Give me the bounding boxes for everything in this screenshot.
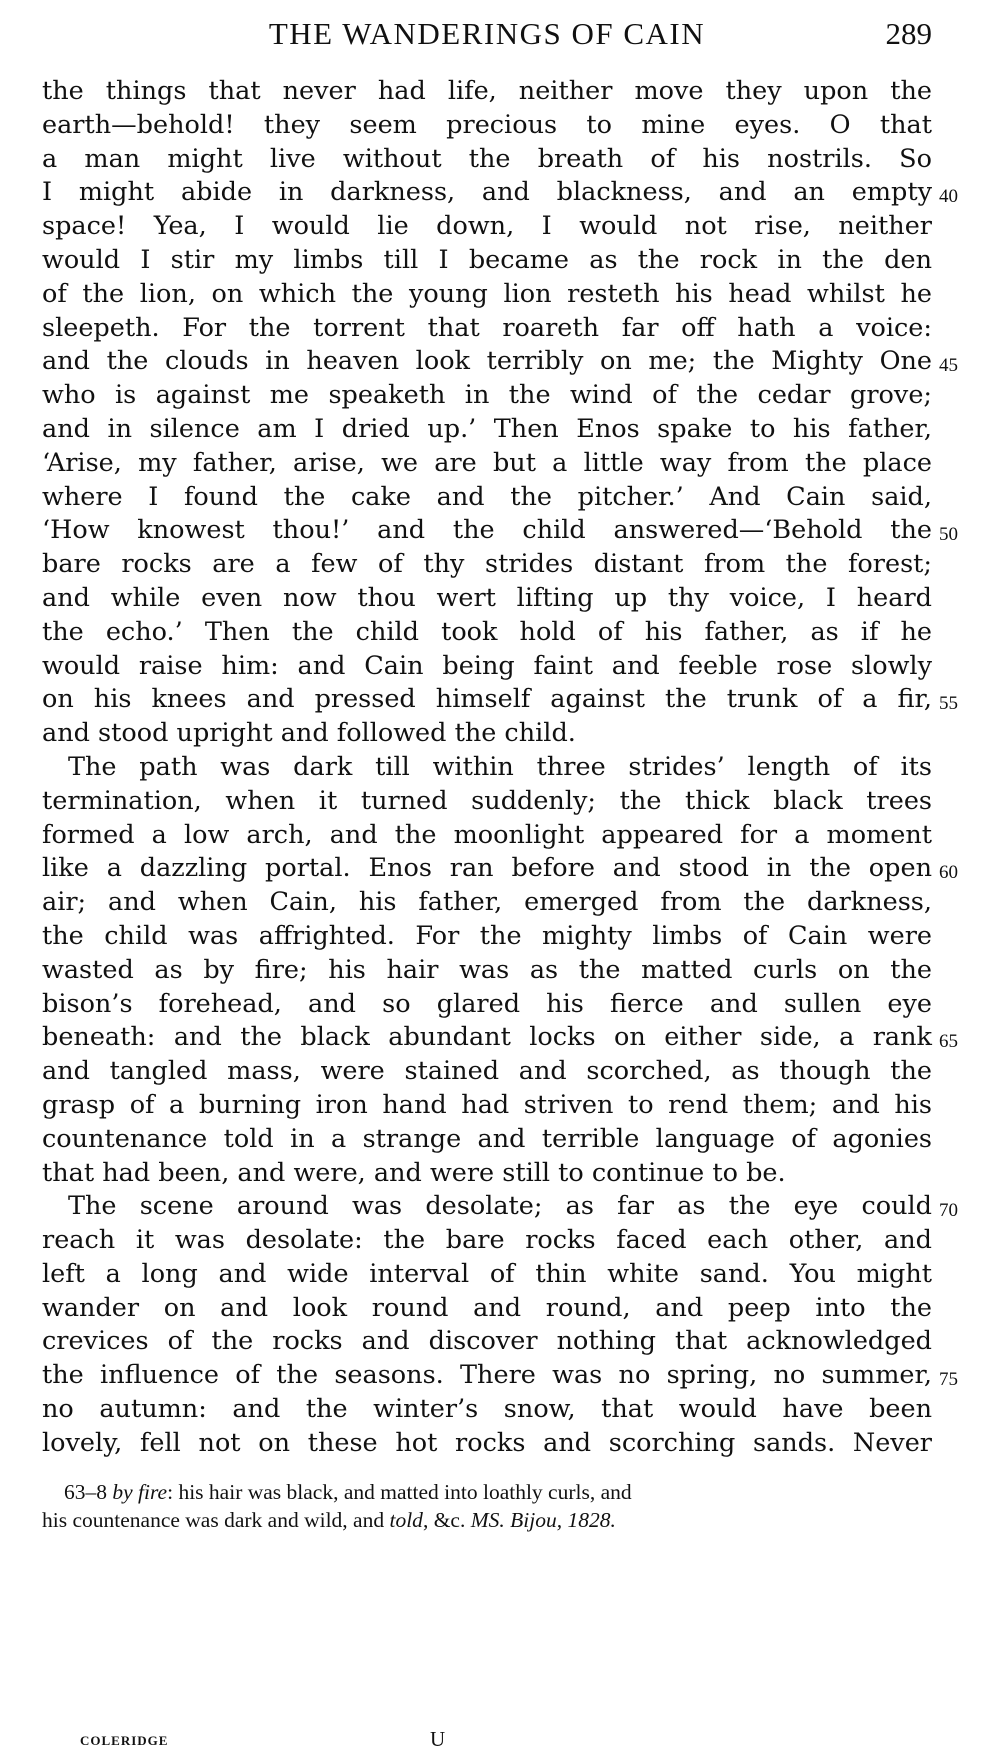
line-text: lovely, fell not on these hot rocks and scorching sands. Never bbox=[42, 1427, 932, 1458]
text-line bbox=[42, 1021, 958, 1055]
line-number: 65 bbox=[939, 1031, 958, 1053]
footnote-text: his countenance was dark and wild, and bbox=[42, 1508, 390, 1532]
line-number: 70 bbox=[939, 1200, 958, 1222]
line-text: and while even now thou wert lifting up thy voice, I heard bbox=[42, 582, 932, 613]
text-line bbox=[42, 1427, 932, 1461]
line-text: and tangled mass, were stained and scorched, as though the bbox=[42, 1056, 932, 1087]
line-text: space! Yea, I would lie down, I would not rise, neither bbox=[42, 211, 932, 242]
gathering-mark: U bbox=[430, 1727, 446, 1751]
line-text: and in silence am I dried up.’ Then Enos spake to his father, bbox=[42, 413, 932, 444]
line-text: and stood upright and followed the child. bbox=[42, 718, 576, 749]
line-text: wasted as by fire; his hair was as the matted curls on the bbox=[42, 954, 932, 985]
text-line bbox=[42, 481, 932, 515]
line-text: the things that never had life, neither move they upon the bbox=[42, 76, 932, 106]
line-text: where I found the cake and the pitcher.’ And Cain said, bbox=[42, 481, 932, 512]
text-line bbox=[42, 379, 932, 413]
text-line bbox=[42, 616, 932, 650]
text-line bbox=[42, 1258, 932, 1292]
footnote-line bbox=[42, 1506, 932, 1534]
line-text: bare rocks are a few of thy strides distant from the forest; bbox=[42, 549, 932, 580]
line-text: would raise him: and Cain being faint and feeble rose slowly bbox=[42, 650, 932, 681]
text-line bbox=[42, 1359, 958, 1393]
line-text: reach it was desolate: the bare rocks faced each other, and bbox=[42, 1225, 932, 1256]
text-line bbox=[42, 785, 932, 819]
footnote-line bbox=[42, 1478, 932, 1506]
text-line bbox=[42, 1224, 932, 1258]
footnote-lemma: by fire bbox=[112, 1480, 168, 1504]
text-line bbox=[42, 109, 932, 143]
line-text: countenance told in a strange and terrible language of agonies bbox=[42, 1123, 932, 1154]
line-text: ‘How knowest thou!’ and the child answered—‘Behold the bbox=[42, 515, 932, 546]
text-line bbox=[42, 1292, 932, 1326]
footnote-text: , &c. bbox=[422, 1508, 471, 1532]
text-line bbox=[42, 1157, 932, 1191]
line-text: air; and when Cain, his father, emerged from the darkness, bbox=[42, 887, 932, 918]
text-line bbox=[42, 886, 932, 920]
footnote bbox=[42, 1478, 932, 1534]
line-number: 60 bbox=[939, 862, 958, 884]
line-text: earth—behold! they seem precious to mine eyes. O that bbox=[42, 109, 932, 140]
line-text: ‘Arise, my father, arise, we are but a little way from the place bbox=[42, 447, 932, 478]
text-line bbox=[42, 717, 932, 751]
text-line bbox=[42, 1123, 932, 1157]
line-text: that had been, and were, and were still to continue to be. bbox=[42, 1157, 786, 1188]
text-line bbox=[42, 143, 932, 177]
line-text: the echo.’ Then the child took hold of his father, as if he bbox=[42, 616, 932, 647]
page-footer bbox=[42, 1727, 932, 1753]
text-line bbox=[42, 1325, 932, 1359]
footnote-source: MS. Bijou, 1828. bbox=[470, 1508, 616, 1532]
text-line bbox=[42, 920, 932, 954]
line-text: The path was dark till within three strides’ length of its bbox=[68, 751, 932, 782]
line-text: termination, when it turned suddenly; the thick black trees bbox=[42, 785, 932, 816]
line-text: bison’s forehead, and so glared his fierce and sullen eye bbox=[42, 988, 932, 1019]
text-line bbox=[42, 345, 958, 379]
text-line bbox=[42, 244, 932, 278]
line-text: would I stir my limbs till I became as the rock in the den bbox=[42, 244, 932, 275]
line-text: sleepeth. For the torrent that roareth far off hath a voice: bbox=[42, 312, 932, 343]
page-number: 289 bbox=[885, 16, 932, 51]
text-line bbox=[42, 278, 932, 312]
text-line bbox=[42, 582, 932, 616]
line-text: who is against me speaketh in the wind of the cedar grove; bbox=[42, 380, 932, 411]
signature-line: COLERIDGE bbox=[80, 1733, 169, 1748]
text-line bbox=[42, 1190, 958, 1224]
line-number: 40 bbox=[939, 186, 958, 208]
text-line bbox=[42, 210, 932, 244]
text-line bbox=[42, 413, 932, 447]
text-line bbox=[42, 852, 958, 886]
text-line bbox=[42, 954, 932, 988]
text-line bbox=[42, 1089, 932, 1123]
footnote-text: : his hair was black, and matted into loathly curls, and bbox=[167, 1480, 632, 1504]
line-text: wander on and look round and round, and peep into the bbox=[42, 1292, 932, 1323]
text-line bbox=[42, 312, 932, 346]
text-line bbox=[42, 819, 932, 853]
text-line bbox=[42, 176, 958, 210]
body-text bbox=[42, 75, 958, 1461]
line-text: left a long and wide interval of thin white sand. You might bbox=[42, 1258, 932, 1289]
text-line bbox=[42, 447, 932, 481]
line-text: a man might live without the breath of his nostrils. So bbox=[42, 143, 932, 174]
footnote-italic: told bbox=[389, 1508, 423, 1532]
text-line bbox=[42, 548, 932, 582]
line-text: on his knees and pressed himself against the trunk of a fir, bbox=[42, 684, 932, 715]
line-text: the influence of the seasons. There was no spring, no summer, bbox=[42, 1360, 932, 1391]
line-number: 50 bbox=[939, 524, 958, 546]
line-text: and the clouds in heaven look terribly on me; the Mighty One bbox=[42, 346, 932, 377]
line-text: like a dazzling portal. Enos ran before and stood in the open bbox=[42, 853, 932, 884]
text-line bbox=[42, 751, 932, 785]
text-line bbox=[42, 1393, 932, 1427]
line-text: crevices of the rocks and discover nothing that acknowledged bbox=[42, 1326, 932, 1357]
footnote-ref: 63–8 bbox=[64, 1480, 107, 1504]
text-line bbox=[42, 683, 958, 717]
line-text: beneath: and the black abundant locks on either side, a rank bbox=[42, 1022, 932, 1053]
line-text: the child was affrighted. For the mighty limbs of Cain were bbox=[42, 920, 932, 951]
line-number: 55 bbox=[939, 693, 958, 715]
text-line bbox=[42, 75, 932, 109]
text-line bbox=[42, 988, 932, 1022]
text-line bbox=[42, 650, 932, 684]
running-title: THE WANDERINGS OF CAIN bbox=[268, 16, 706, 51]
text-line bbox=[42, 514, 958, 548]
line-number: 75 bbox=[939, 1369, 958, 1391]
line-text: The scene around was desolate; as far as the eye could bbox=[68, 1191, 932, 1222]
running-header bbox=[42, 14, 932, 54]
line-text: formed a low arch, and the moonlight appeared for a moment bbox=[42, 819, 932, 850]
text-line bbox=[42, 1055, 932, 1089]
line-text: I might abide in darkness, and blackness, and an empty bbox=[42, 177, 932, 208]
line-text: of the lion, on which the young lion resteth his head whilst he bbox=[42, 278, 932, 309]
line-number: 45 bbox=[939, 355, 958, 377]
line-text: grasp of a burning iron hand had striven to rend them; and his bbox=[42, 1089, 932, 1120]
line-text: no autumn: and the winter’s snow, that would have been bbox=[42, 1394, 932, 1425]
